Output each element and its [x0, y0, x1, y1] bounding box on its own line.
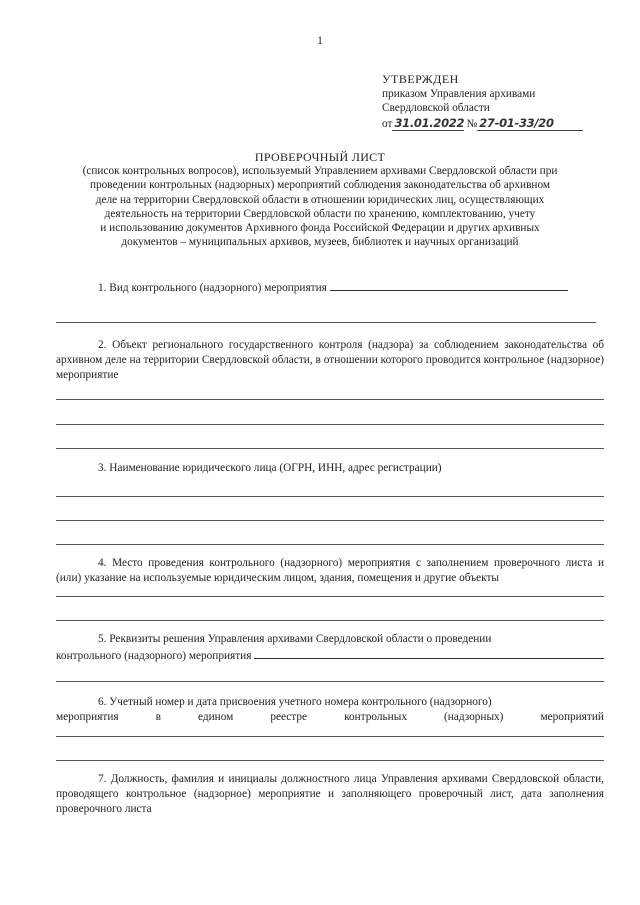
section-4 — [56, 556, 604, 586]
section-4-text: 4. Место проведения контрольного (надзорного) мероприятия с заполнением проверочного листа и (или) указание на используемые юридическим лицом, здания, помещения и другие объекты — [56, 557, 604, 584]
blank-line — [56, 448, 604, 449]
blank-line — [56, 520, 604, 521]
section-6-word: мероприятия — [56, 711, 119, 723]
section-2 — [56, 338, 604, 383]
section-3-text: 3. Наименование юридического лица (ОГРН, ИНН, адрес регистрации) — [98, 462, 442, 474]
section-6-word: едином — [197, 711, 234, 723]
section-7 — [56, 772, 604, 817]
approval-title: УТВЕРЖДЕН — [382, 72, 459, 86]
blank-line — [56, 496, 604, 497]
section-2-text: 2. Объект регионального государственного контроля (надзора) за соблюдением законодательства об архивном деле на территории Свердловской области, в отношении которого проводится контрольное (надзорное) мероприятие — [56, 339, 604, 381]
section-6-word: (надзорных) — [444, 711, 504, 723]
blank-line — [56, 399, 604, 400]
subtitle-line: деле на территории Свердловской области в отношении юридических лиц, осуществляющих — [95, 193, 545, 206]
blank-line — [56, 424, 604, 425]
subtitle-line: и использованию документов Архивного фонда Российской Федерации и других архивных — [100, 222, 540, 235]
subtitle-line: документов – муниципальных архивов, музеев, библиотек и научных организаций — [121, 236, 519, 249]
approval-block — [382, 72, 622, 131]
handwritten-number: 27-01-33/20 — [477, 116, 583, 132]
handwritten-date: 31.01.2022 — [394, 115, 465, 130]
document-title: ПРОВЕРОЧНЫЙ ЛИСТ — [254, 150, 386, 164]
blank-line — [56, 620, 604, 621]
section-6-word: мероприятий — [540, 711, 604, 723]
page-number: 1 — [317, 33, 323, 47]
section-5-text-a: 5. Реквизиты решения Управления архивами Свердловской области о проведении — [98, 633, 492, 645]
section-6 — [56, 695, 604, 725]
section-6-text-a: 6. Учетный номер и дата присвоения учетного номера контрольного (надзорного) — [98, 696, 492, 708]
number-label: № — [466, 117, 478, 130]
blank-line — [56, 736, 604, 737]
section-3 — [56, 461, 604, 476]
subtitle-line: (список контрольных вопросов), используемый Управлением архивами Свердловской области при — [82, 165, 558, 177]
document-subtitle — [60, 164, 580, 250]
blank-line — [56, 596, 604, 597]
blank-line — [56, 681, 604, 682]
approval-line-1: приказом Управления архивами — [382, 87, 536, 100]
from-label: от — [382, 117, 393, 130]
subtitle-line: проведении контрольных (надзорных) мероприятий соблюдения законодательства об архивном — [89, 179, 551, 192]
blank-line — [56, 544, 604, 545]
section-6-word: реестре — [270, 711, 308, 723]
section-5-text-b: контрольного (надзорного) мероприятия — [56, 650, 252, 662]
blank-line — [56, 760, 604, 761]
blank-line — [56, 322, 596, 323]
approval-signature-line — [382, 116, 622, 132]
section-5-line-2 — [56, 647, 604, 664]
section-1 — [56, 279, 604, 296]
section-1-label: 1. Вид контрольного (надзорного) мероприятия — [98, 282, 327, 294]
section-7-text: 7. Должность, фамилия и инициалы должностного лица Управления архивами Свердловской области, проводящего контрольное (надзорное) мероприятие и заполняющего проверочный лист, дата заполнения проверочного листа — [56, 773, 604, 815]
approval-line-2: Свердловской области — [382, 102, 490, 114]
section-6-word: в — [155, 711, 161, 723]
section-5 — [56, 632, 604, 664]
fill-line — [330, 279, 568, 291]
fill-line — [254, 647, 604, 659]
section-5-line-1 — [56, 632, 604, 647]
section-6-word: контрольных — [344, 711, 407, 723]
section-6-line-2 — [56, 710, 604, 725]
subtitle-line: деятельность на территории Свердловской области по хранению, комплектованию, учету — [104, 207, 536, 220]
